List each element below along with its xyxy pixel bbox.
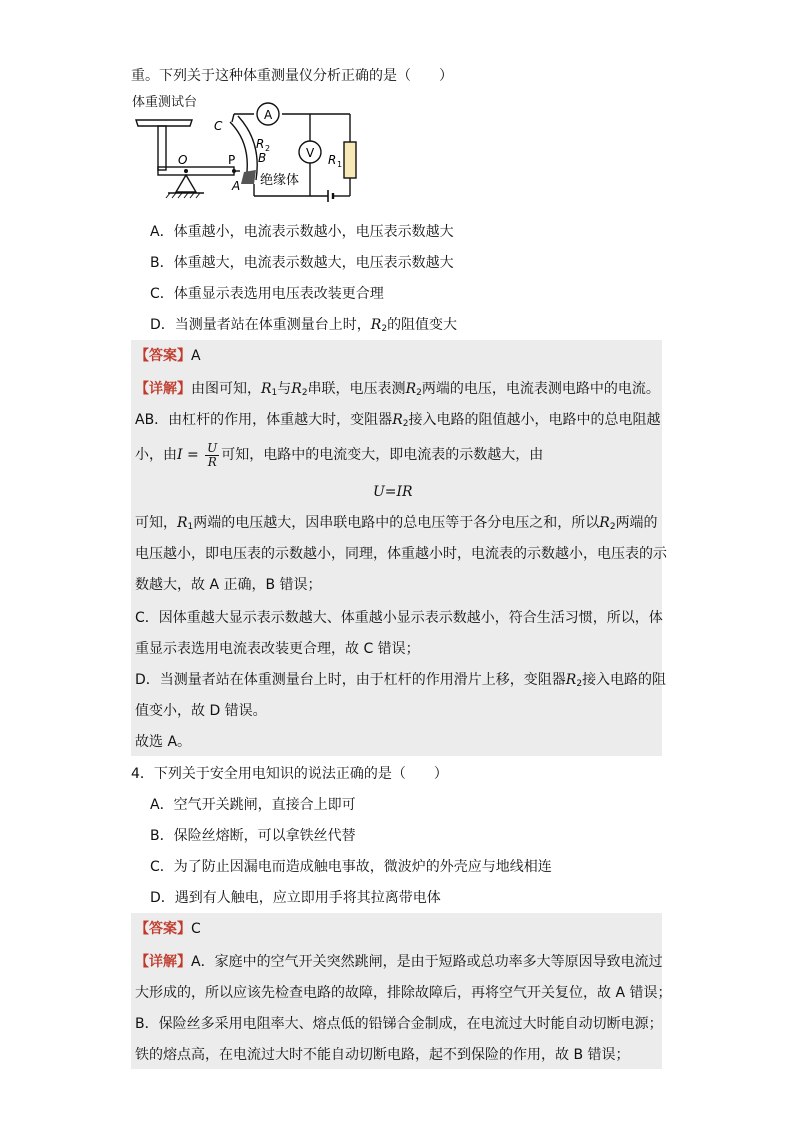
platform-post: [158, 126, 166, 170]
insulator-block: [241, 170, 256, 184]
label-P: P: [228, 153, 236, 167]
pivot-point: [184, 169, 188, 173]
q3-option-d: D．当测量者站在体重测量台上时，$R_2$的阻值变大: [150, 317, 458, 334]
question-4-stem: 4．下列关于安全用电知识的说法正确的是（ ）: [131, 766, 448, 782]
q4-detail-line-1: 【详解】A．家庭中的空气开关突然跳闸，是由于短路或总功率多大等原因导致电流过: [135, 954, 663, 970]
q3-conclusion: 故选 A。: [135, 734, 192, 750]
label-A: A: [232, 179, 241, 193]
fulcrum-triangle: [176, 175, 196, 192]
lever-bar: [158, 167, 234, 175]
q3-detail-line-8: 重显示表选用电流表改装更合理，故 C 错误；: [135, 641, 420, 657]
q4-detail-line-2: 大形成的，所以应该先检查电路的故障，排除故障后，再将空气开关复位，故 A 错误；: [135, 985, 672, 1001]
platform-label: 体重测试台: [132, 95, 198, 110]
q4-detail-line-3: B．保险丝多采用电阻率大、熔点低的铅锑合金制成，在电流过大时能自动切断电源；: [135, 1016, 663, 1032]
label-R1-sub: 1: [337, 160, 343, 169]
label-B: B: [258, 151, 267, 165]
label-R2-sub: 2: [265, 144, 271, 153]
q3-detail-line-10: 值变小，故 D 错误。: [135, 703, 267, 719]
q3-detail-line-7: C．因体重越大显示表示数越大、体重越小显示表示数越小，符合生活习惯，所以，体: [135, 610, 663, 626]
insulator-label: 绝缘体: [260, 173, 300, 188]
fraction-U-over-R: $\frac{U}{R}$: [207, 440, 218, 469]
label-O: O: [178, 153, 188, 167]
ammeter-label: A: [264, 108, 273, 122]
q4-option-b: B．保险丝熔断，可以拿铁丝代替: [150, 828, 356, 844]
resistor-R1: [344, 142, 356, 178]
q4-option-c: C．为了防止因漏电而造成触电事故，微波炉的外壳应与地线相连: [150, 859, 552, 875]
q4-answer: 【答案】C: [135, 921, 201, 937]
q3-detail-line-5: 电压越小，即电压表的示数越小，同理，体重越小时，电流表的示数越小，电压表的示: [135, 546, 667, 562]
q4-option-a: A．空气开关跳闸，直接合上即可: [150, 797, 356, 813]
platform-top: [136, 120, 192, 126]
q4-option-d: D．遇到有人触电，应立即用手将其拉离带电体: [150, 890, 441, 906]
q4-detail-line-4: 铁的熔点高，在电流过大时不能自动切断电路，起不到保险的作用，故 B 错误；: [135, 1047, 630, 1063]
weight-scale-circuit-diagram: [128, 92, 368, 214]
label-C: C: [214, 119, 223, 133]
q3-option-b: B．体重越大，电流表示数越大，电压表示数越大: [150, 255, 454, 271]
question-3-stem: 重。下列关于这种体重测量仪分析正确的是（ ）: [131, 68, 453, 84]
q3-detail-line-1: 【详解】由图可知，$R_1$与$R_2$串联，电压表测$R_2$两端的电压，电流表测电路中的电流。: [135, 381, 660, 398]
label-R2: R: [256, 137, 265, 151]
q3-answer: 【答案】A: [135, 348, 201, 364]
q3-detail-line-2: AB．由杠杆的作用，体重越大时，变阻器$R_2$接入电路的阻值越小，电路中的总电阻越: [135, 412, 661, 429]
q3-option-a: A．体重越小，电流表示数越小，电压表示数越大: [150, 224, 454, 240]
q3-detail-line-3: 小，由I = $\frac{U}{R}$ 可知，电路中的电流变大，即电流表的示数越大，由: [135, 440, 544, 469]
voltmeter-label: V: [306, 146, 315, 160]
label-R1: R: [328, 153, 337, 167]
q3-formula: U=IR: [373, 484, 413, 500]
q3-detail-line-6: 数越大，故 A 正确，B 错误；: [135, 577, 322, 593]
q3-option-c: C．体重显示表选用电压表改装更合理: [150, 286, 384, 302]
q3-detail-line-9: D．当测量者站在体重测量台上时，由于杠杆的作用滑片上移，变阻器$R_2$接入电路的阻: [135, 672, 667, 689]
q3-detail-line-4: 可知，$R_1$两端的电压越大，因串联电路中的总电压等于各分电压之和，所以$R_2$两端的: [135, 515, 658, 532]
